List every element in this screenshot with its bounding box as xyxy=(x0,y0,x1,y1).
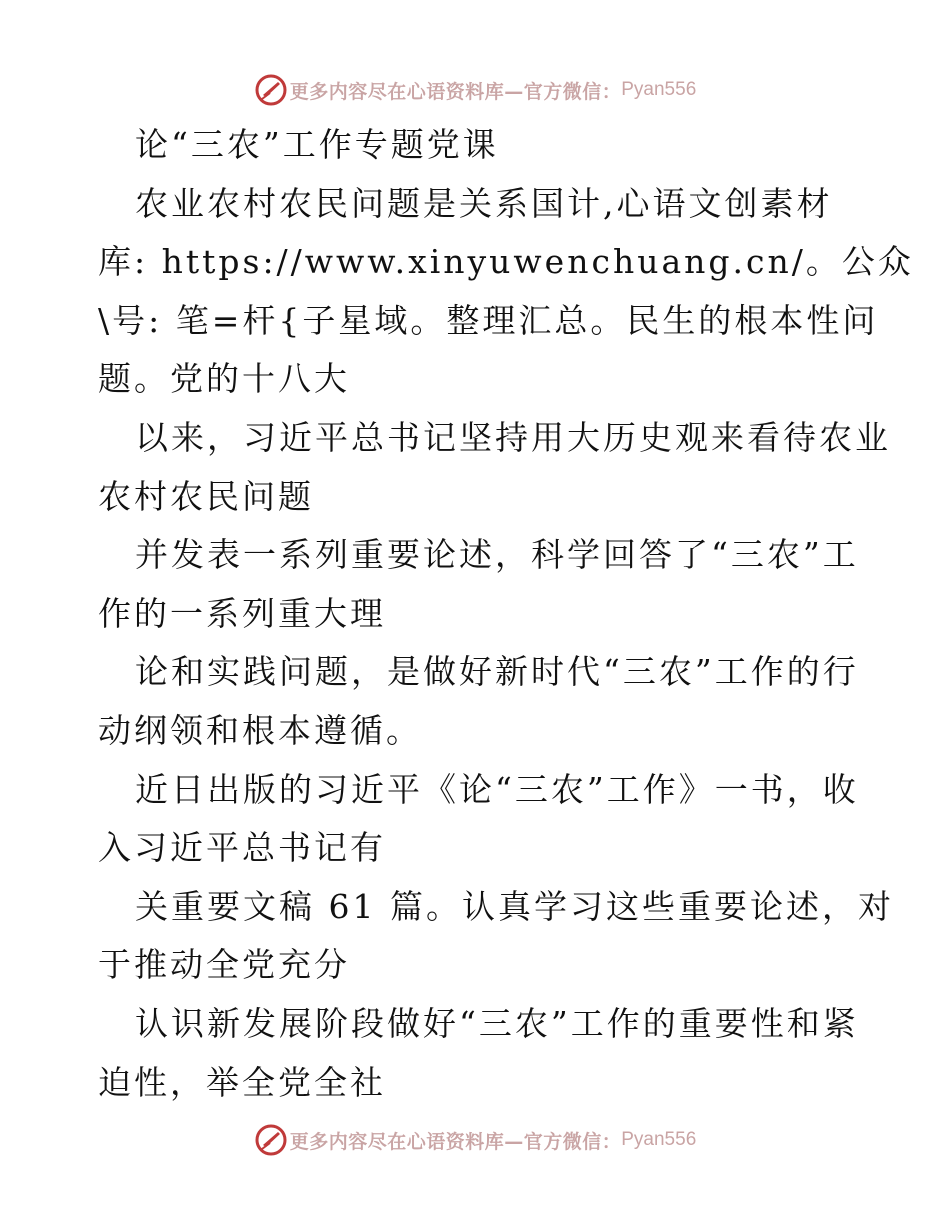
paragraph-line: 农业农村农民问题是关系国计,心语文创素材 xyxy=(135,183,833,223)
paragraph-line: 关重要文稿 61 篇。认真学习这些重要论述，对 xyxy=(135,886,894,926)
banner-text: 更多内容尽在心语资料库—官方微信： xyxy=(289,80,622,103)
header-watermark-banner xyxy=(0,70,950,110)
paragraph-line: 并发表一系列重要论述，科学回答了“三农”工 xyxy=(135,535,859,575)
quill-book-icon xyxy=(254,1123,288,1157)
paragraph-line: 论和实践问题，是做好新时代“三农”工作的行 xyxy=(135,652,859,692)
paragraph-line: 认识新发展阶段做好“三农”工作的重要性和紧 xyxy=(135,1003,859,1043)
paragraph-line: 动纲领和根本遵循。 xyxy=(98,710,422,750)
footer-watermark-banner xyxy=(0,1120,950,1160)
banner-wechat-id: Pyan556 xyxy=(621,79,697,100)
paragraph-line: \号: 笔=杆{子星域。整理汇总。民生的根本性问 xyxy=(98,300,879,340)
document-title: 论“三农”工作专题党课 xyxy=(135,125,499,164)
paragraph-line: 库: https://www.xinyuwenchuang.cn/。公众 xyxy=(98,242,914,282)
quill-book-icon xyxy=(254,73,288,107)
paragraph-line: 以来，习近平总书记坚持用大历史观来看待农业 xyxy=(135,417,891,457)
document-body xyxy=(98,116,914,1112)
banner-wechat-id: Pyan556 xyxy=(621,1129,697,1150)
paragraph-line: 近日出版的习近平《论“三农”工作》一书，收 xyxy=(135,769,859,809)
paragraph-line: 作的一系列重大理 xyxy=(98,593,386,633)
paragraph-line: 农村农民问题 xyxy=(98,476,314,516)
paragraph-line: 迫性，举全党全社 xyxy=(98,1062,386,1102)
paragraph-line: 入习近平总书记有 xyxy=(98,828,386,868)
paragraph-line: 题。党的十八大 xyxy=(98,359,350,399)
banner-text: 更多内容尽在心语资料库—官方微信： xyxy=(289,1130,622,1153)
paragraph-line: 于推动全党充分 xyxy=(98,945,350,985)
